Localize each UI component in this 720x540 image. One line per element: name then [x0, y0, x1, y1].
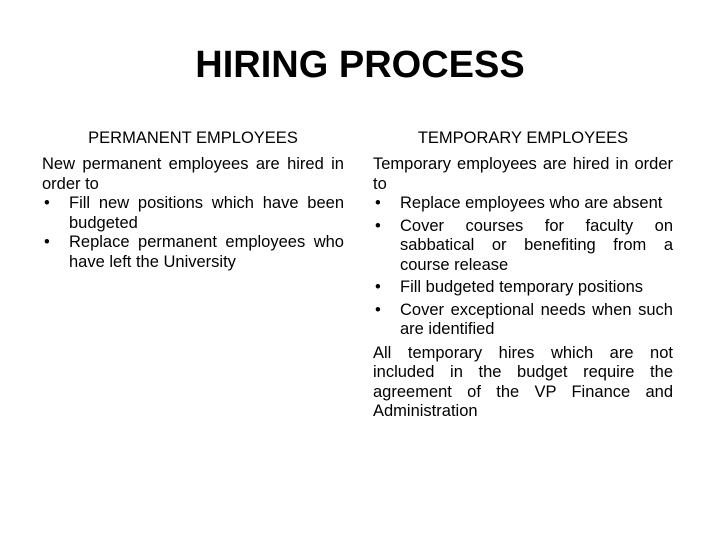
permanent-employees-heading: PERMANENT EMPLOYEES	[88, 129, 298, 147]
bullet-glyph: •	[44, 233, 50, 251]
bullet-glyph: •	[375, 194, 381, 212]
temporary-bullet-list	[373, 194, 673, 340]
bullet-glyph: •	[375, 300, 381, 319]
list-item	[42, 194, 344, 233]
permanent-employees-column	[42, 128, 344, 272]
list-item	[373, 217, 673, 276]
list-item	[373, 278, 673, 298]
temporary-employees-column	[373, 128, 673, 422]
list-item	[373, 301, 673, 340]
bullet-glyph: •	[375, 278, 381, 296]
bullet-text: Fill budgeted temporary positions	[400, 278, 644, 296]
bullet-text: Replace permanent employees who have left the University	[69, 233, 344, 271]
bullet-text: Replace employees who are absent	[400, 194, 663, 212]
bullet-glyph: •	[375, 216, 381, 235]
permanent-intro: New permanent employees are hired in order to	[42, 155, 344, 193]
temporary-employees-heading: TEMPORARY EMPLOYEES	[417, 129, 629, 147]
list-item	[42, 233, 344, 272]
list-item	[373, 194, 673, 214]
bullet-glyph: •	[44, 194, 50, 212]
page-title: HIRING PROCESS	[195, 44, 525, 86]
bullet-text: Cover courses for faculty on sabbatical or benefiting from a course release	[400, 216, 673, 274]
permanent-bullet-list	[42, 194, 344, 272]
bullet-text: Cover exceptional needs when such are identified	[400, 300, 673, 338]
bullet-text: Fill new positions which have been budgeted	[69, 194, 344, 232]
temporary-intro: Temporary employees are hired in order to	[373, 155, 673, 193]
temporary-closing-note: All temporary hires which are not included in the budget require the agreement of the VP Finance and Administration	[373, 343, 673, 420]
